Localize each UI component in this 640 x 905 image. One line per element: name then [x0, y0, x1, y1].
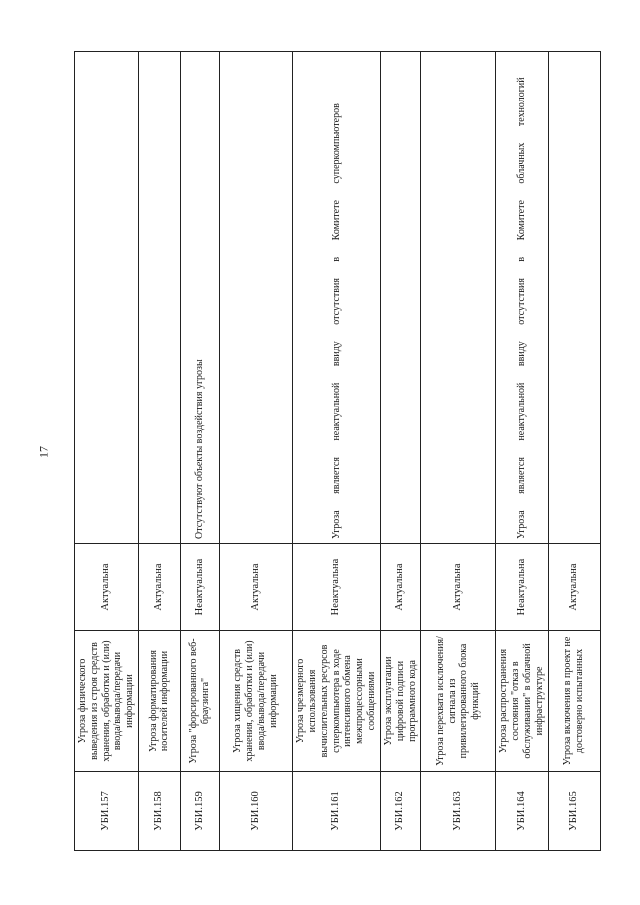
- threat-note: Отсутствуют объекты воздействия угрозы: [180, 52, 219, 544]
- table-row: [138, 52, 180, 851]
- threat-note: Угроза является неактуальной ввиду отсутствия в Комитете облачных технологий: [496, 52, 548, 544]
- threat-id: УБИ.159: [180, 772, 219, 851]
- threat-name: Угроза перехвата исключения/сигнала из привилегированного блока функций: [421, 631, 496, 772]
- threat-status: Актуальна: [421, 544, 496, 631]
- table-row: [380, 52, 420, 851]
- threat-id: УБИ.161: [292, 772, 380, 851]
- threat-status: Актуальна: [380, 544, 420, 631]
- table-row: [180, 52, 219, 851]
- threat-name: Угроза распространения состояния "отказ в обслуживании" в облачной инфраструктуре: [496, 631, 548, 772]
- threat-status: Актуальна: [548, 544, 600, 631]
- threat-name: Угроза эксплуатации цифровой подписи программного кода: [380, 631, 420, 772]
- table-row: [421, 52, 496, 851]
- threat-status: Актуальна: [219, 544, 292, 631]
- threat-note: [421, 52, 496, 544]
- table-row: [496, 52, 548, 851]
- threat-status: Неактуальна: [496, 544, 548, 631]
- table-row: [548, 52, 600, 851]
- threat-note: [548, 52, 600, 544]
- threat-id: УБИ.160: [219, 772, 292, 851]
- threat-status: Неактуальна: [180, 544, 219, 631]
- threat-id: УБИ.158: [138, 772, 180, 851]
- threat-status: Актуальна: [75, 544, 139, 631]
- threat-note: [380, 52, 420, 544]
- threat-note: [75, 52, 139, 544]
- threat-name: Угроза чрезмерного использования вычислительных ресурсов суперкомпьютера в ходе интенсивного обмена межпроцессорными сообщениями: [292, 631, 380, 772]
- threat-note: [219, 52, 292, 544]
- threat-name: Угроза хищения средств хранения, обработки и (или) ввода/вывода/передачи информации: [219, 631, 292, 772]
- threat-note: [138, 52, 180, 544]
- threat-name: Угроза включения в проект не достоверно испытанных: [548, 631, 600, 772]
- threat-name: Угроза "форсированного веб-браузинга": [180, 631, 219, 772]
- threat-name: Угроза форматирования носителей информации: [138, 631, 180, 772]
- threat-name: Угроза физического выведения из строя средств хранения, обработки и (или) ввода/вывода/передачи информации: [75, 631, 139, 772]
- table-row: [75, 52, 139, 851]
- threat-id: УБИ.163: [421, 772, 496, 851]
- rotated-table-frame: [74, 51, 594, 851]
- threats-table: [74, 51, 601, 851]
- threat-id: УБИ.164: [496, 772, 548, 851]
- threat-id: УБИ.162: [380, 772, 420, 851]
- threat-status: Неактуальна: [292, 544, 380, 631]
- threat-id: УБИ.165: [548, 772, 600, 851]
- threat-status: Актуальна: [138, 544, 180, 631]
- threat-note: Угроза является неактуальной ввиду отсутствия в Комитете суперкомпьютеров: [292, 52, 380, 544]
- table-row: [219, 52, 292, 851]
- table-row: [292, 52, 380, 851]
- threat-id: УБИ.157: [75, 772, 139, 851]
- page-number: 17: [36, 446, 51, 458]
